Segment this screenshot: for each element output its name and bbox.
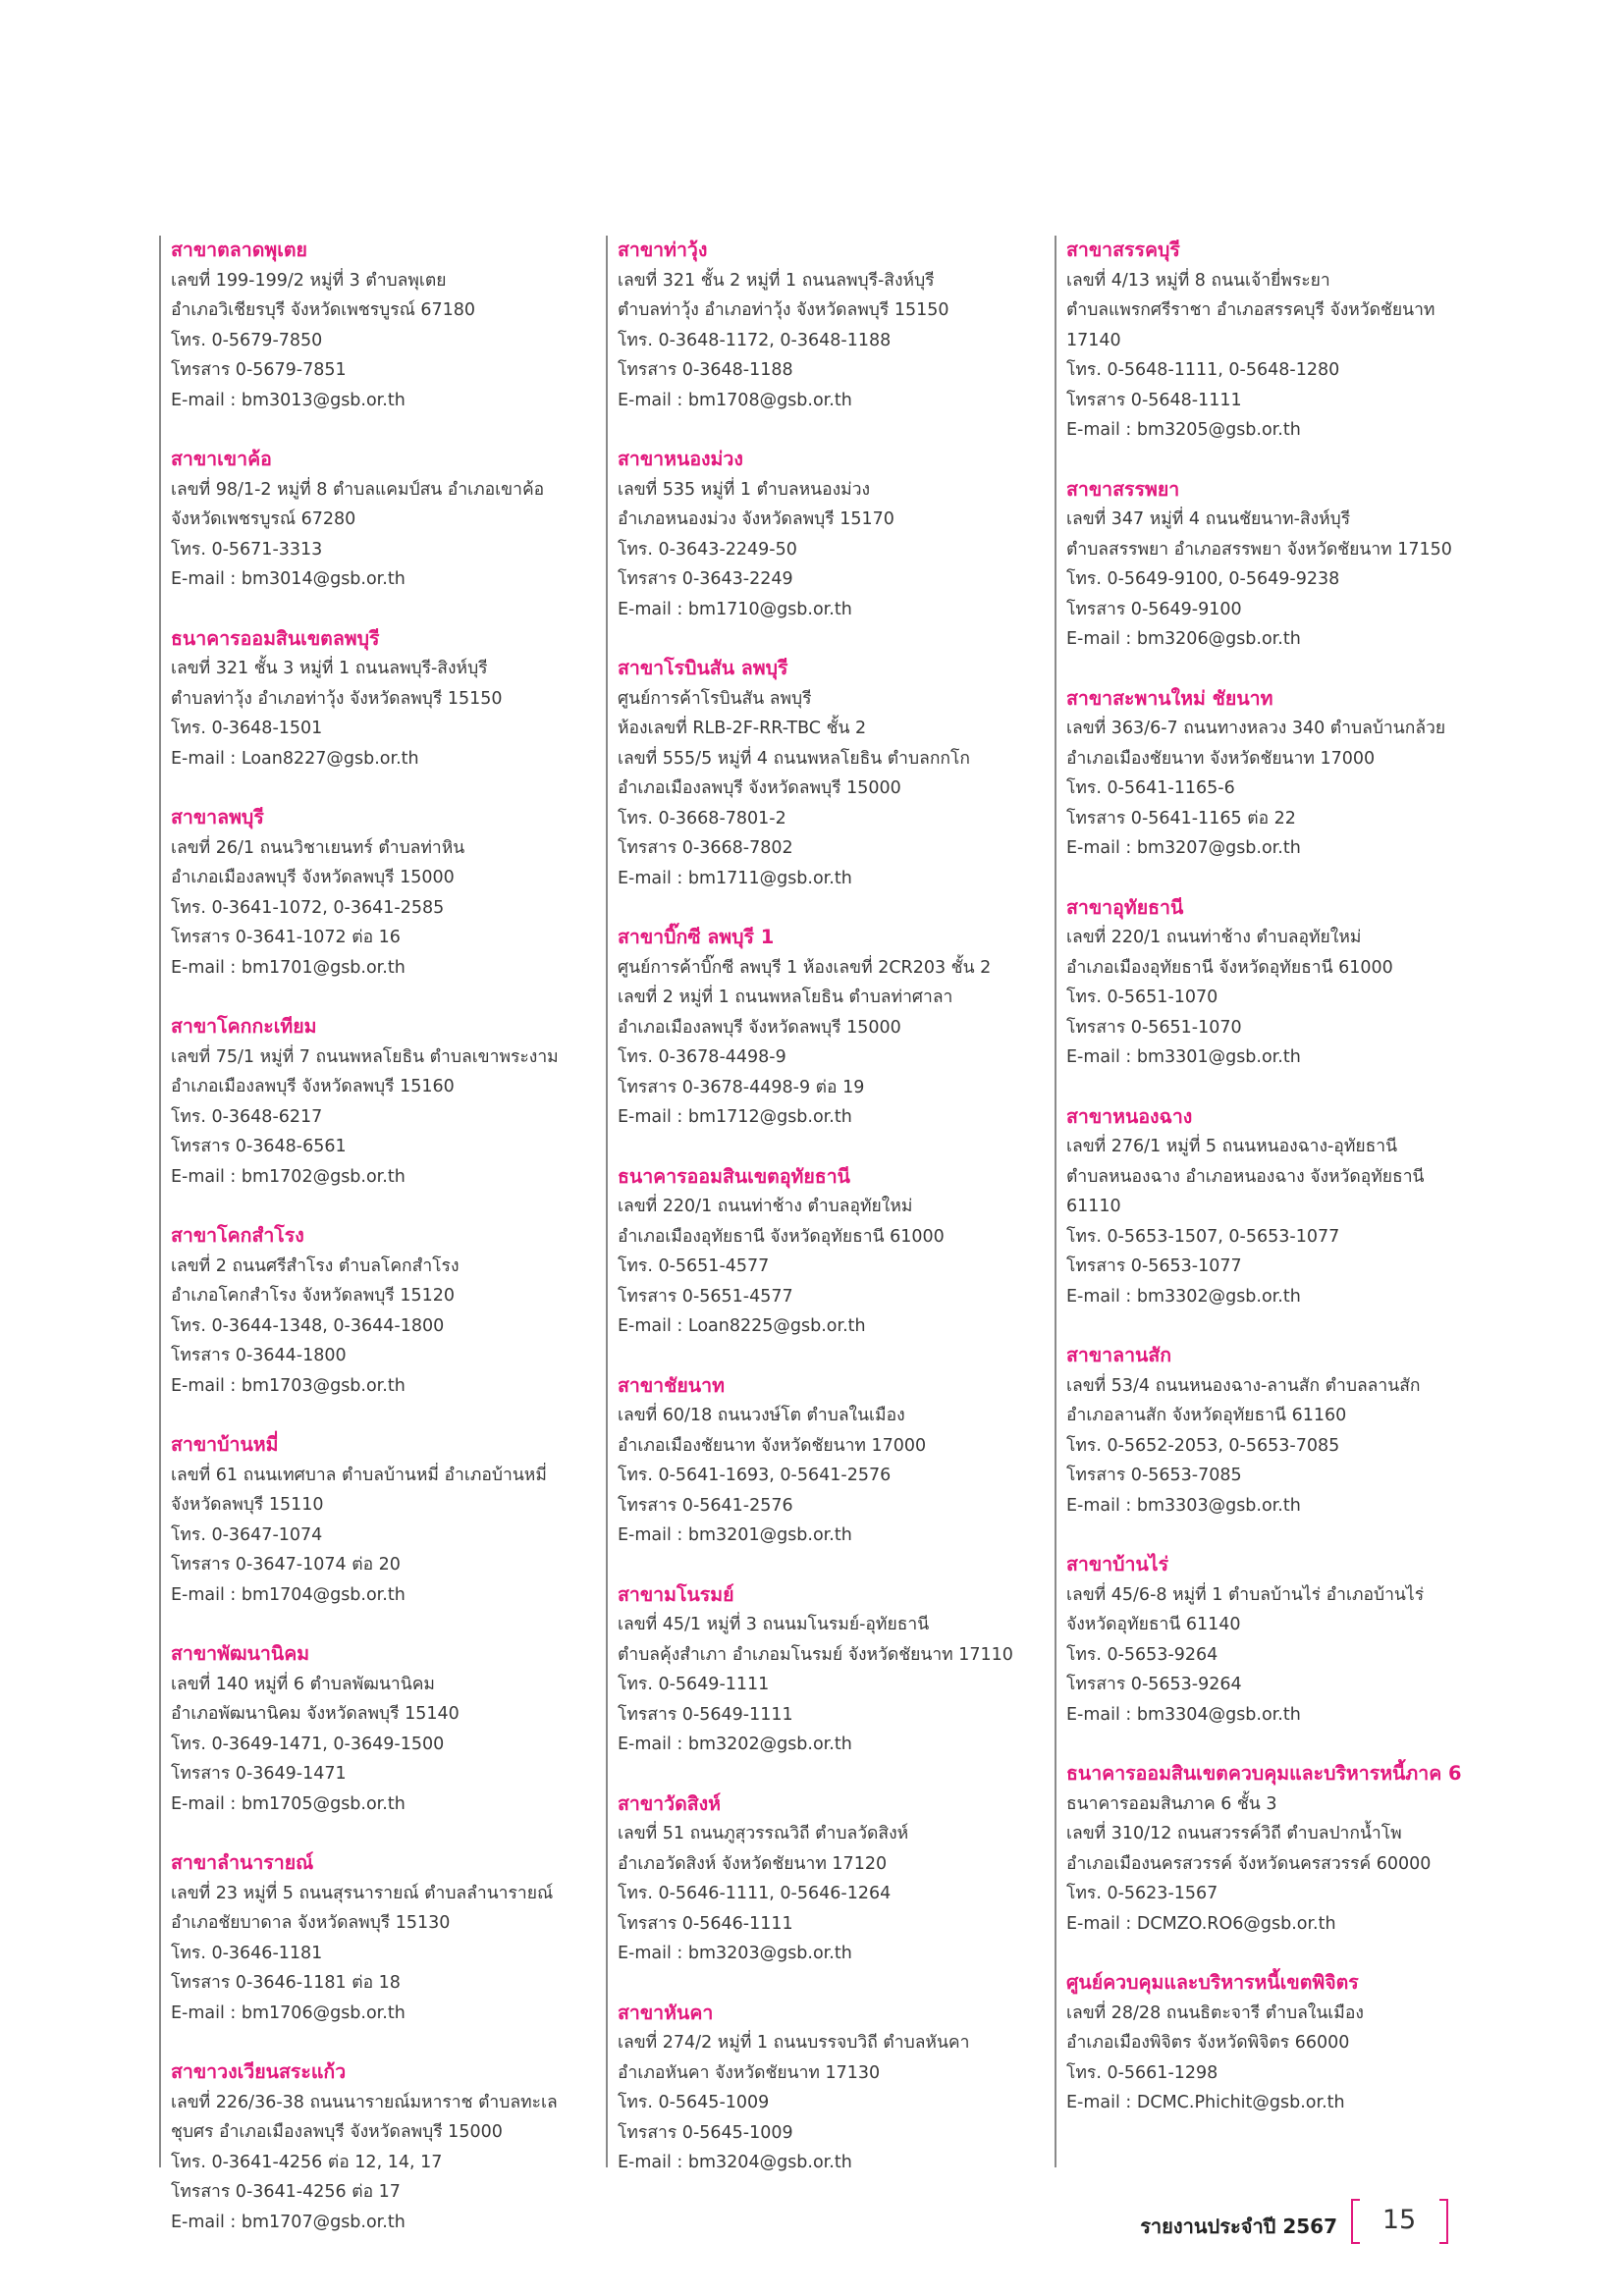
branch-detail-line: โทร. 0-3649-1471, 0-3649-1500: [171, 1734, 445, 1754]
branch-detail-line: อำเภอวิเชียรบุรี จังหวัดเพชรบูรณ์ 67180: [171, 300, 476, 320]
branch-entry: [1066, 1102, 1487, 1312]
branch-detail-line: เลขที่ 26/1 ถนนวิชาเยนทร์ ตำบลท่าหิน: [171, 837, 465, 858]
branch-title: สาขาสะพานใหม่ ชัยนาท: [1066, 686, 1273, 710]
page-footer: [1139, 2199, 1473, 2248]
branch-email: E-mail : bm3014@gsb.or.th: [171, 569, 406, 589]
branch-detail-line: อำเภอเมืองอุทัยธานี จังหวัดอุทัยธานี 61000: [618, 1226, 945, 1247]
branch-title: ธนาคารออมสินเขตลพบุรี: [171, 626, 380, 650]
branch-entry: [1066, 684, 1487, 864]
branch-detail-line: ห้องเลขที่ RLB-2F-RR-TBC ชั้น 2: [618, 719, 867, 738]
branch-detail-line: เลขที่ 2 ถนนศรีสำโรง ตำบลโคกสำโรง: [171, 1255, 460, 1276]
branch-entry: [171, 2057, 596, 2237]
branch-detail-line: เลขที่ 363/6-7 ถนนทางหลวง 340 ตำบลบ้านกล้วย: [1066, 719, 1446, 738]
branch-email: E-mail : bm1707@gsb.or.th: [171, 2212, 406, 2232]
branch-title: สาขาสรรพยา: [1066, 477, 1180, 501]
branch-detail-line: โทรสาร 0-3641-4256 ต่อ 17: [171, 2182, 401, 2202]
branch-detail-line: เลขที่ 60/18 ถนนวงษ์โต ตำบลในเมือง: [618, 1406, 905, 1425]
branch-detail-line: จังหวัดเพชรบูรณ์ 67280: [171, 509, 356, 529]
branch-title: สาขาลานสัก: [1066, 1344, 1172, 1366]
branch-entry: [1066, 475, 1487, 655]
branch-detail-line: เลขที่ 140 หมู่ที่ 6 ตำบลพัฒนานิคม: [171, 1674, 435, 1694]
branch-detail-line: โทรสาร 0-3646-1181 ต่อ 18: [171, 1973, 401, 1993]
branch-detail-line: โทร. 0-5649-1111: [618, 1675, 770, 1694]
branch-detail-line: โทรสาร 0-3648-1188: [618, 360, 793, 380]
branch-entry: [171, 236, 596, 415]
branch-detail-line: โทร. 0-3646-1181: [171, 1943, 323, 1963]
branch-email: E-mail : bm1701@gsb.or.th: [171, 957, 406, 978]
branch-detail-line: โทร. 0-3668-7801-2: [618, 808, 786, 828]
branch-detail-line: โทร. 0-3647-1074: [171, 1524, 323, 1545]
branch-detail-line: อำเภอพัฒนานิคม จังหวัดลพบุรี 15140: [171, 1704, 460, 1724]
branch-detail-line: โทร. 0-3648-1172, 0-3648-1188: [618, 330, 892, 350]
branch-email: E-mail : bm3302@gsb.or.th: [1066, 1286, 1301, 1307]
branch-detail-line: ธนาคารออมสินภาค 6 ชั้น 3: [1066, 1793, 1277, 1814]
branch-detail-line: โทรสาร 0-3643-2249: [618, 569, 793, 589]
branch-detail-line: โทร. 0-5653-9264: [1066, 1644, 1218, 1665]
branch-detail-line: ชุบศร อำเภอเมืองลพบุรี จังหวัดลพบุรี 15000: [171, 2122, 503, 2142]
branch-detail-line: โทร. 0-3648-6217: [171, 1106, 323, 1127]
branch-detail-line: อำเภอวัดสิงห์ จังหวัดชัยนาท 17120: [618, 1853, 888, 1874]
branch-detail-line: โทรสาร 0-5653-1077: [1066, 1256, 1242, 1276]
branch-email: E-mail : bm3201@gsb.or.th: [618, 1525, 852, 1545]
branch-email: E-mail : Loan8227@gsb.or.th: [171, 748, 419, 769]
branch-detail-line: เลขที่ 51 ถนนภูสุวรรณวิถี ตำบลวัดสิงห์: [618, 1824, 909, 1843]
branch-detail-line: ตำบลท่าวุ้ง อำเภอท่าวุ้ง จังหวัดลพบุรี 15150: [618, 300, 949, 320]
branch-detail-line: โทรสาร 0-5648-1111: [1066, 390, 1242, 410]
branch-entry: [1066, 893, 1487, 1073]
branch-detail-line: โทร. 0-5646-1111, 0-5646-1264: [618, 1884, 892, 1903]
branch-detail-line: โทรสาร 0-3641-1072 ต่อ 16: [171, 928, 401, 947]
branch-detail-line: โทร. 0-5623-1567: [1066, 1884, 1218, 1903]
page-number: 15: [1381, 2205, 1417, 2235]
branch-detail-line: จังหวัดอุทัยธานี 61140: [1066, 1615, 1241, 1634]
branch-title: สาขาลำนารายณ์: [171, 1851, 314, 1874]
branch-detail-line: 17140: [1066, 330, 1121, 350]
branch-detail-line: โทรสาร 0-5653-9264: [1066, 1675, 1242, 1694]
address-column-3: [1055, 236, 1487, 2167]
branch-detail-line: 61110: [1066, 1197, 1121, 1216]
branch-detail-line: อำเภอเมืองอุทัยธานี จังหวัดอุทัยธานี 61000: [1066, 957, 1393, 978]
branch-detail-line: โทร. 0-5653-1507, 0-5653-1077: [1066, 1226, 1340, 1247]
branch-detail-line: โทร. 0-5641-1693, 0-5641-2576: [618, 1466, 892, 1485]
branch-title: สาขาโรบินสัน ลพบุรี: [618, 657, 788, 679]
branch-detail-line: อำเภอโคกสำโรง จังหวัดลพบุรี 15120: [171, 1286, 456, 1306]
branch-detail-line: อำเภอเมืองลพบุรี จังหวัดลพบุรี 15000: [618, 1017, 901, 1038]
branch-title: สาขาหนองม่วง: [618, 448, 743, 470]
branch-title: สาขาวงเวียนสระแก้ว: [171, 2060, 347, 2083]
branch-detail-line: โทรสาร 0-3649-1471: [171, 1764, 347, 1784]
branch-detail-line: โทรสาร 0-5653-7085: [1066, 1466, 1242, 1485]
branch-email: E-mail : Loan8225@gsb.or.th: [618, 1316, 866, 1336]
branch-detail-line: โทรสาร 0-3647-1074 ต่อ 20: [171, 1555, 401, 1575]
branch-detail-line: อำเภอหนองม่วง จังหวัดลพบุรี 15170: [618, 509, 894, 529]
branch-detail-line: เลขที่ 75/1 หมู่ที่ 7 ถนนพหลโยธิน ตำบลเขาพระงาม: [171, 1046, 559, 1067]
branch-detail-line: เลขที่ 45/6-8 หมู่ที่ 1 ตำบลบ้านไร่ อำเภอบ้านไร่: [1066, 1584, 1425, 1605]
branch-detail-line: โทร. 0-3644-1348, 0-3644-1800: [171, 1315, 445, 1336]
branch-entry: [618, 1999, 1046, 2178]
branch-entry: [171, 1430, 596, 1610]
branch-entry: [171, 1221, 596, 1401]
branch-detail-line: เลขที่ 535 หมู่ที่ 1 ตำบลหนองม่วง: [618, 479, 871, 500]
branch-detail-line: เลขที่ 23 หมู่ที่ 5 ถนนสุรนารายณ์ ตำบลลำนารายณ์: [171, 1883, 554, 1903]
branch-title: สาขาชัยนาท: [618, 1373, 725, 1397]
branch-detail-line: เลขที่ 276/1 หมู่ที่ 5 ถนนหนองฉาง-อุทัยธานี: [1066, 1137, 1398, 1156]
branch-title: สาขาสรรคบุรี: [1066, 239, 1180, 261]
branch-title: สาขาโคกกะเทียม: [171, 1015, 317, 1038]
branch-entry: [1066, 1341, 1487, 1521]
branch-entry: [1066, 1759, 1487, 1939]
branch-email: E-mail : bm3203@gsb.or.th: [618, 1944, 852, 1963]
branch-email: E-mail : bm3204@gsb.or.th: [618, 2153, 852, 2172]
branch-email: E-mail : bm1702@gsb.or.th: [171, 1166, 406, 1187]
branch-title: สาขาบ้านไร่: [1066, 1553, 1169, 1575]
branch-detail-line: ตำบลหนองฉาง อำเภอหนองฉาง จังหวัดอุทัยธานี: [1066, 1166, 1425, 1187]
branch-detail-line: เลขที่ 321 ชั้น 2 หมู่ที่ 1 ถนนลพบุรี-สิงห์บุรี: [618, 270, 935, 291]
branch-email: E-mail : bm3301@gsb.or.th: [1066, 1047, 1301, 1067]
branch-email: E-mail : bm1710@gsb.or.th: [618, 599, 852, 619]
branch-title: สาขามโนรมย์: [618, 1582, 734, 1606]
branch-detail-line: อำเภอเมืองชัยนาท จังหวัดชัยนาท 17000: [1066, 748, 1376, 769]
branch-detail-line: อำเภอเมืองพิจิตร จังหวัดพิจิตร 66000: [1066, 2033, 1350, 2053]
branch-detail-line: จังหวัดลพบุรี 15110: [171, 1495, 324, 1515]
branch-detail-line: ตำบลสรรพยา อำเภอสรรพยา จังหวัดชัยนาท 17150: [1066, 539, 1452, 560]
branch-entry: [1066, 236, 1487, 446]
branch-detail-line: เลขที่ 28/28 ถนนธิตะจารี ตำบลในเมือง: [1066, 2002, 1364, 2023]
branch-detail-line: โทรสาร 0-5645-1009: [618, 2122, 793, 2143]
branch-detail-line: อำเภอหันคา จังหวัดชัยนาท 17130: [618, 2062, 881, 2083]
branch-entry: [1066, 1550, 1487, 1730]
branch-detail-line: โทรสาร 0-5651-4577: [618, 1286, 793, 1307]
branch-email: E-mail : bm1705@gsb.or.th: [171, 1793, 406, 1814]
branch-detail-line: เลขที่ 226/36-38 ถนนนารายณ์มหาราช ตำบลทะเล: [171, 2092, 558, 2112]
branch-detail-line: โทรสาร 0-5641-1165 ต่อ 22: [1066, 808, 1296, 828]
branch-detail-line: โทร. 0-3678-4498-9: [618, 1047, 786, 1067]
branch-detail-line: โทร. 0-5648-1111, 0-5648-1280: [1066, 360, 1340, 380]
branch-entry: [618, 1789, 1046, 1969]
branch-detail-line: โทร. 0-3643-2249-50: [618, 539, 797, 560]
branch-entry: [171, 445, 596, 595]
branch-title: สาขาวัดสิงห์: [618, 1791, 722, 1815]
branch-detail-line: อำเภอเมืองลพบุรี จังหวัดลพบุรี 15160: [171, 1077, 455, 1096]
branch-detail-line: โทร. 0-5651-1070: [1066, 988, 1218, 1007]
branch-email: E-mail : bm3207@gsb.or.th: [1066, 838, 1301, 858]
branch-detail-line: โทร. 0-5671-3313: [171, 539, 323, 560]
branch-title: สาขาท่าวุ้ง: [618, 239, 708, 261]
branch-email: E-mail : DCMC.Phichit@gsb.or.th: [1066, 2093, 1345, 2112]
branch-detail-line: โทรสาร 0-5651-1070: [1066, 1017, 1242, 1038]
branch-title: สาขาอุทัยธานี: [1066, 895, 1184, 919]
branch-detail-line: อำเภอเมืองนครสวรรค์ จังหวัดนครสวรรค์ 60000: [1066, 1853, 1432, 1874]
report-title: รายงานประจำปี 2567: [1140, 2215, 1337, 2238]
branch-detail-line: อำเภอลานสัก จังหวัดอุทัยธานี 61160: [1066, 1406, 1347, 1425]
branch-email: E-mail : bm1704@gsb.or.th: [171, 1584, 406, 1605]
branch-entry: [618, 1162, 1046, 1342]
branch-detail-line: โทร. 0-5649-9100, 0-5649-9238: [1066, 569, 1340, 589]
branch-entry: [171, 624, 596, 774]
branch-entry: [618, 923, 1046, 1133]
branch-entry: [171, 1848, 596, 2028]
branch-entry: [171, 803, 596, 983]
branch-email: E-mail : bm1703@gsb.or.th: [171, 1375, 406, 1396]
branch-detail-line: อำเภอเมืองลพบุรี จังหวัดลพบุรี 15000: [171, 868, 455, 887]
branch-detail-line: ตำบลแพรกศรีราชา อำเภอสรรคบุรี จังหวัดชัยนาท: [1066, 300, 1435, 320]
branch-entry: [618, 445, 1046, 624]
branch-detail-line: โทร. 0-5645-1009: [618, 2093, 770, 2112]
branch-entry: [171, 1012, 596, 1192]
branch-detail-line: ศูนย์การค้าบิ๊กซี ลพบุรี 1 ห้องเลขที่ 2CR203 ชั้น 2: [618, 957, 992, 978]
branch-detail-line: โทรสาร 0-5649-1111: [618, 1704, 793, 1725]
branch-entry: [618, 1580, 1046, 1760]
left-bracket-decoration: [1351, 2199, 1360, 2244]
branch-detail-line: เลขที่ 220/1 ถนนท่าช้าง ตำบลอุทัยใหม่: [1066, 928, 1362, 947]
branch-email: E-mail : bm1706@gsb.or.th: [171, 2002, 406, 2023]
branch-detail-line: เลขที่ 220/1 ถนนท่าช้าง ตำบลอุทัยใหม่: [618, 1197, 913, 1216]
branch-detail-line: โทร. 0-5651-4577: [618, 1256, 770, 1276]
branch-title: ธนาคารออมสินเขตอุทัยธานี: [618, 1164, 850, 1188]
branch-detail-line: โทร. 0-3648-1501: [171, 719, 323, 738]
branch-detail-line: โทร. 0-5679-7850: [171, 330, 323, 350]
branch-entry: [618, 654, 1046, 893]
branch-title: ธนาคารออมสินเขตควบคุมและบริหารหนี้ภาค 6: [1066, 1762, 1462, 1785]
branch-detail-line: เลขที่ 4/13 หมู่ที่ 8 ถนนเจ้ายี่พระยา: [1066, 270, 1330, 291]
branch-detail-line: เลขที่ 2 หมู่ที่ 1 ถนนพหลโยธิน ตำบลท่าศาลา: [618, 988, 953, 1007]
branch-title: สาขาบ้านหมี่: [171, 1433, 279, 1456]
address-column-2: [606, 236, 1046, 2172]
branch-email: E-mail : bm3205@gsb.or.th: [1066, 420, 1301, 440]
branch-detail-line: โทร. 0-5652-2053, 0-5653-7085: [1066, 1435, 1340, 1456]
branch-detail-line: เลขที่ 555/5 หมู่ที่ 4 ถนนพหลโยธิน ตำบลกกโก: [618, 748, 971, 769]
branch-entry: [618, 1371, 1046, 1551]
branch-detail-line: โทรสาร 0-3678-4498-9 ต่อ 19: [618, 1077, 865, 1097]
branch-detail-line: โทรสาร 0-5646-1111: [618, 1913, 793, 1934]
branch-title: สาขาเขาค้อ: [171, 448, 272, 470]
branch-detail-line: โทรสาร 0-3648-6561: [171, 1137, 347, 1156]
right-bracket-decoration: [1439, 2199, 1448, 2244]
branch-title: สาขาหันคา: [618, 2001, 714, 2024]
branch-email: E-mail : bm1712@gsb.or.th: [618, 1107, 852, 1127]
branch-detail-line: ตำบลคุ้งสำเภา อำเภอมโนรมย์ จังหวัดชัยนาท 17110: [618, 1644, 1013, 1665]
branch-title: สาขาลพบุรี: [171, 806, 264, 828]
branch-title: สาขาตลาดพุเตย: [171, 239, 307, 261]
branch-detail-line: โทร. 0-5641-1165-6: [1066, 778, 1235, 798]
branch-detail-line: ตำบลท่าวุ้ง อำเภอท่าวุ้ง จังหวัดลพบุรี 15150: [171, 688, 503, 709]
branch-detail-line: เลขที่ 321 ชั้น 3 หมู่ที่ 1 ถนนลพบุรี-สิงห์บุรี: [171, 659, 488, 678]
branch-detail-line: โทรสาร 0-5641-2576: [618, 1495, 793, 1516]
branch-detail-line: โทรสาร 0-3644-1800: [171, 1346, 347, 1365]
branch-detail-line: เลขที่ 98/1-2 หมู่ที่ 8 ตำบลแคมป์สน อำเภอเขาค้อ: [171, 479, 545, 500]
address-column-1: [159, 236, 596, 2232]
branch-entry: [1066, 1968, 1487, 2118]
branch-entry: [171, 1639, 596, 1819]
branch-detail-line: โทร. 0-3641-1072, 0-3641-2585: [171, 897, 445, 918]
branch-detail-line: เลขที่ 199-199/2 หมู่ที่ 3 ตำบลพุเตย: [171, 270, 447, 291]
branch-detail-line: โทร. 0-3641-4256 ต่อ 12, 14, 17: [171, 2152, 443, 2172]
branch-email: E-mail : bm1711@gsb.or.th: [618, 868, 852, 888]
branch-detail-line: โทร. 0-5661-1298: [1066, 2062, 1218, 2083]
branch-detail-line: ศูนย์การค้าโรบินสัน ลพบุรี: [618, 688, 812, 709]
branch-email: E-mail : bm1708@gsb.or.th: [618, 390, 852, 410]
branch-email: E-mail : bm3013@gsb.or.th: [171, 390, 406, 410]
branch-detail-line: โทรสาร 0-5649-9100: [1066, 599, 1242, 619]
branch-detail-line: เลขที่ 61 ถนนเทศบาล ตำบลบ้านหมี่ อำเภอบ้านหมี่: [171, 1465, 547, 1485]
branch-title: สาขาโคกสำโรง: [171, 1224, 304, 1247]
branch-detail-line: เลขที่ 45/1 หมู่ที่ 3 ถนนมโนรมย์-อุทัยธานี: [618, 1615, 930, 1634]
branch-title: สาขาหนองฉาง: [1066, 1104, 1193, 1128]
branch-detail-line: อำเภอเมืองชัยนาท จังหวัดชัยนาท 17000: [618, 1435, 927, 1456]
branch-detail-line: โทรสาร 0-5679-7851: [171, 360, 347, 380]
branch-entry: [618, 236, 1046, 415]
branch-email: E-mail : DCMZO.RO6@gsb.or.th: [1066, 1913, 1336, 1934]
branch-detail-line: เลขที่ 347 หมู่ที่ 4 ถนนชัยนาท-สิงห์บุรี: [1066, 509, 1351, 529]
branch-detail-line: เลขที่ 310/12 ถนนสวรรค์วิถี ตำบลปากน้ำโพ: [1066, 1824, 1402, 1843]
branch-detail-line: เลขที่ 274/2 หมู่ที่ 1 ถนนบรรจบวิถี ตำบลหันคา: [618, 2033, 970, 2053]
branch-email: E-mail : bm3202@gsb.or.th: [618, 1735, 852, 1754]
branch-detail-line: โทรสาร 0-3668-7802: [618, 838, 793, 858]
branch-title: สาขาพัฒนานิคม: [171, 1642, 310, 1665]
branch-detail-line: อำเภอชัยบาดาล จังหวัดลพบุรี 15130: [171, 1913, 451, 1933]
branch-email: E-mail : bm3303@gsb.or.th: [1066, 1495, 1301, 1516]
branch-email: E-mail : bm3206@gsb.or.th: [1066, 629, 1301, 649]
branch-detail-line: เลขที่ 53/4 ถนนหนองฉาง-ลานสัก ตำบลลานสัก: [1066, 1375, 1421, 1396]
branch-title: ศูนย์ควบคุมและบริหารหนี้เขตพิจิตร: [1066, 1971, 1359, 1994]
branch-email: E-mail : bm3304@gsb.or.th: [1066, 1704, 1301, 1725]
branch-detail-line: อำเภอเมืองลพบุรี จังหวัดลพบุรี 15000: [618, 778, 901, 798]
branch-title: สาขาบิ๊กซี ลพบุรี 1: [618, 926, 775, 948]
